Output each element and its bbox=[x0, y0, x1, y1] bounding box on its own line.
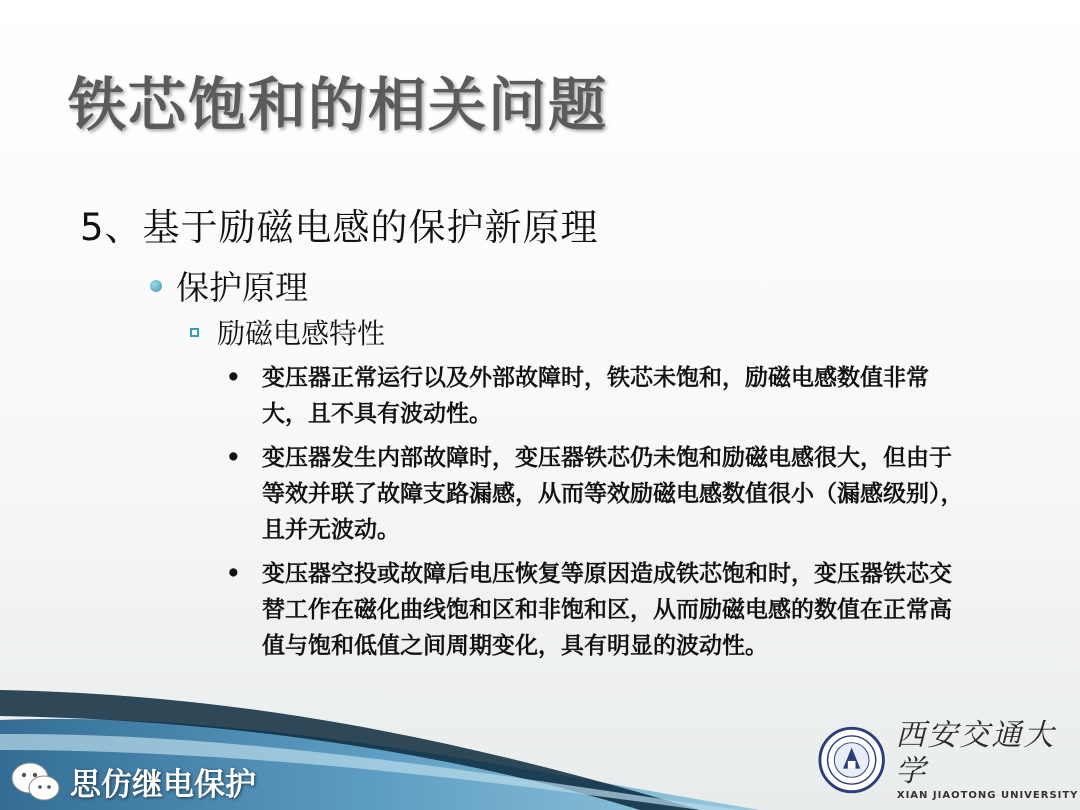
bullet-level1-label: 保护原理 bbox=[176, 268, 308, 307]
university-logo bbox=[818, 718, 1080, 801]
section-heading: 5、基于励磁电感的保护新原理 bbox=[80, 206, 599, 249]
round-bullet-icon bbox=[150, 280, 162, 292]
item-list bbox=[226, 360, 966, 672]
bullet-mark: • bbox=[226, 560, 241, 587]
bullet-mark: • bbox=[226, 444, 241, 471]
list-item bbox=[226, 360, 966, 432]
slide-title: 铁芯饱和的相关问题 bbox=[68, 71, 609, 139]
square-bullet-icon bbox=[190, 328, 199, 337]
list-item-text: 变压器空投或故障后电压恢复等原因造成铁芯饱和时，变压器铁芯交替工作在磁化曲线饱和区和非饱和区，从而励磁电感的数值在正常高值与饱和低值之间周期变化，具有明显的波动性。 bbox=[262, 560, 952, 659]
university-name-cn: 西安交通大学 bbox=[895, 718, 1056, 789]
bullet-level1 bbox=[150, 262, 308, 309]
bullet-level2-label: 励磁电感特性 bbox=[217, 317, 386, 350]
list-item-text: 变压器正常运行以及外部故障时，铁芯未饱和，励磁电感数值非常大，且不具有波动性。 bbox=[262, 364, 929, 427]
list-item-text: 变压器发生内部故障时，变压器铁芯仍未饱和励磁电感很大，但由于等效并联了故障支路漏感，从而等效励磁电感数值很小（漏感级别），且并无波动。 bbox=[262, 444, 964, 543]
wechat-icon bbox=[10, 760, 62, 804]
watermark-text: 思仿继电保护 bbox=[70, 767, 256, 803]
university-seal-icon bbox=[818, 725, 885, 795]
list-item bbox=[226, 556, 966, 664]
bullet-mark: • bbox=[226, 364, 241, 391]
list-item bbox=[226, 440, 966, 548]
watermark bbox=[10, 759, 256, 804]
bullet-level2 bbox=[190, 312, 385, 352]
university-names bbox=[895, 718, 1080, 801]
university-name-en: XIAN JIAOTONG UNIVERSITY bbox=[896, 790, 1079, 801]
